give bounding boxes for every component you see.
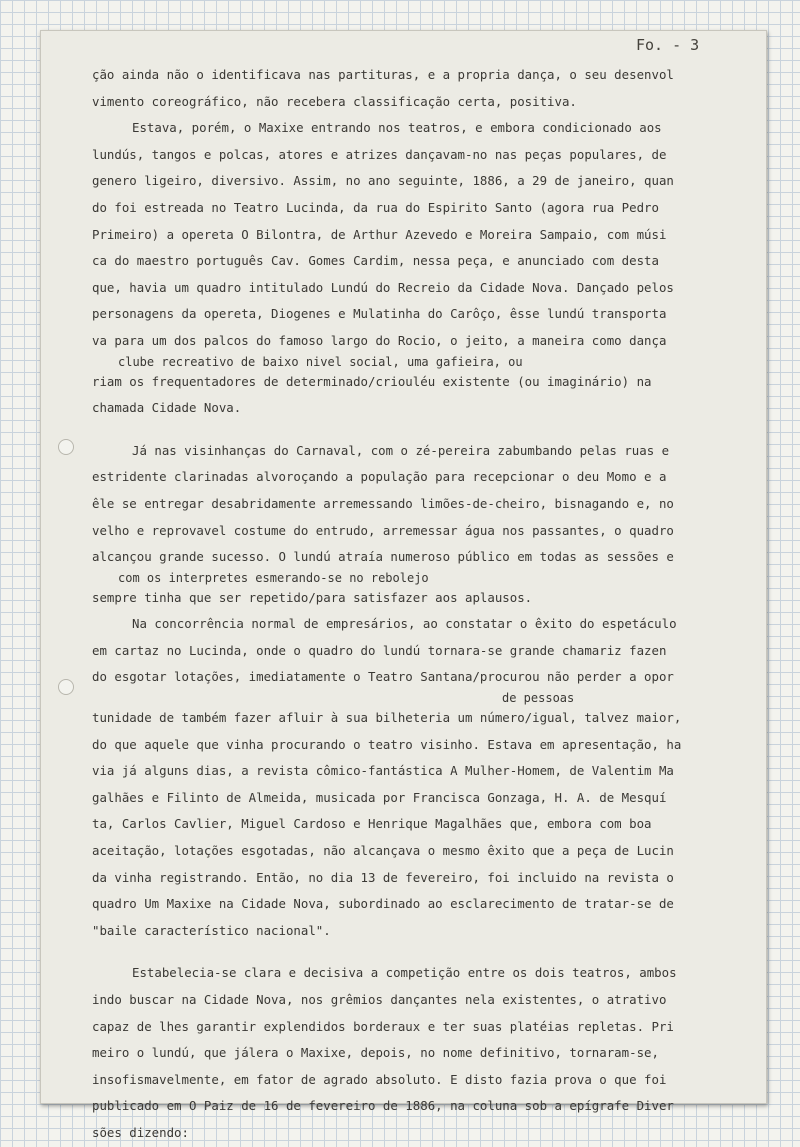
text-line: galhães e Filinto de Almeida, musicada por Francisca Gonzaga, H. A. de Mesquí bbox=[92, 789, 667, 805]
text-line: tunidade de também fazer afluir à sua bilheteria um número/igual, talvez maior, bbox=[92, 710, 682, 726]
text-line: do que aquele que vinha procurando o teatro visinho. Estava em apresentação, ha bbox=[92, 736, 682, 752]
paragraph-gap bbox=[92, 422, 712, 438]
text-line: via já alguns dias, a revista cômico-fantástica A Mulher-Homem, de Valentim Ma bbox=[92, 763, 674, 779]
text-line: ção ainda não o identificava nas partituras, e a propria dança, o seu desenvol bbox=[92, 67, 674, 82]
text-line: lundús, tangos e polcas, atores e atrizes dançavam-no nas peças populares, de bbox=[92, 146, 667, 162]
text-line: personagens da opereta, Diogenes e Mulatinha do Carôço, êsse lundú transporta bbox=[92, 306, 667, 322]
text-line: meiro o lundú, que jálera o Maxixe, depois, no nome definitivo, tornaram-se, bbox=[92, 1045, 659, 1061]
text-line: Primeiro) a opereta O Bilontra, de Arthur Azevedo e Moreira Sampaio, com músi bbox=[92, 226, 667, 242]
text-line: va para um dos palcos do famoso largo do Rocio, o jeito, a maneira como dança bbox=[92, 332, 667, 348]
typed-text-body bbox=[92, 62, 712, 1147]
text-line: que, havia um quadro intitulado Lundú do Recreio da Cidade Nova. Dançado pelos bbox=[92, 279, 674, 295]
punch-hole-top bbox=[58, 439, 74, 455]
text-line: riam os frequentadores de determinado/criouléu existente (ou imaginário) na bbox=[92, 373, 652, 389]
text-line: "baile característico nacional". bbox=[92, 922, 331, 938]
text-line: capaz de lhes garantir explendidos borderaux e ter suas platéias repletas. Pri bbox=[92, 1018, 674, 1034]
text-line: Na concorrência normal de empresários, ao constatar o êxito do espetáculo bbox=[132, 616, 677, 632]
text-line: ca do maestro português Cav. Gomes Cardim, nessa peça, e anunciado com desta bbox=[92, 253, 659, 269]
text-line: do foi estreada no Teatro Lucinda, da rua do Espirito Santo (agora rua Pedro bbox=[92, 199, 659, 215]
text-line: do esgotar lotações, imediatamente o Teatro Santana/procurou não perder a opor bbox=[92, 669, 674, 685]
text-line: insofismavelmente, em fator de agrado absoluto. E disto fazia prova o que foi bbox=[92, 1071, 667, 1087]
text-line: alcançou grande sucesso. O lundú atraía numeroso público em todas as sessões e bbox=[92, 549, 674, 565]
text-line: velho e reprovavel costume do entrudo, arremessar água nos passantes, o quadro bbox=[92, 522, 674, 538]
text-line: ta, Carlos Cavlier, Miguel Cardoso e Henrique Magalhães que, embora com boa bbox=[92, 816, 652, 832]
text-line: estridente clarinadas alvoroçando a população para recepcionar o deu Momo e a bbox=[92, 469, 667, 485]
punch-hole-bottom bbox=[58, 679, 74, 695]
text-line: indo buscar na Cidade Nova, nos grêmios dançantes nela existentes, o atrativo bbox=[92, 992, 667, 1007]
text-line: publicado em O Paiz de 16 de fevereiro de 1886, na coluna sob a epígrafe Diver bbox=[92, 1098, 674, 1114]
text-line: Estava, porém, o Maxixe entrando nos teatros, e embora condicionado aos bbox=[132, 120, 662, 136]
text-line: sões dizendo: bbox=[92, 1124, 189, 1140]
text-line: quadro Um Maxixe na Cidade Nova, subordinado ao esclarecimento de tratar-se de bbox=[92, 896, 674, 912]
text-line: aceitação, lotações esgotadas, não alcançava o mesmo êxito que a peça de Lucin bbox=[92, 843, 674, 859]
text-line: Estabelecia-se clara e decisiva a competição entre os dois teatros, ambos bbox=[132, 965, 677, 981]
text-line: êle se entregar desabridamente arremessando limões-de-cheiro, bisnagando e, no bbox=[92, 495, 674, 511]
paragraph-gap bbox=[92, 944, 712, 960]
text-line: em cartaz no Lucinda, onde o quadro do lundú tornara-se grande chamariz fazen bbox=[92, 642, 667, 658]
text-line: genero ligeiro, diversivo. Assim, no ano seguinte, 1886, a 29 de janeiro, quan bbox=[92, 173, 674, 189]
interlinear-insertion: com os interpretes esmerando-se no rebolejo bbox=[118, 570, 429, 585]
text-line: Já nas visinhanças do Carnaval, com o zé-pereira zabumbando pelas ruas e bbox=[132, 442, 670, 458]
interlinear-insertion: de pessoas bbox=[502, 691, 575, 706]
interlinear-insertion: clube recreativo de baixo nivel social, uma gafieira, ou bbox=[118, 354, 523, 369]
text-line: da vinha registrando. Então, no dia 13 de fevereiro, foi incluido na revista o bbox=[92, 869, 674, 885]
page-number: Fo. - 3 bbox=[636, 36, 700, 54]
text-line: chamada Cidade Nova. bbox=[92, 400, 242, 416]
text-line: vimento coreográfico, não recebera classificação certa, positiva. bbox=[92, 93, 577, 109]
text-line: sempre tinha que ser repetido/para satisfazer aos aplausos. bbox=[92, 589, 533, 605]
